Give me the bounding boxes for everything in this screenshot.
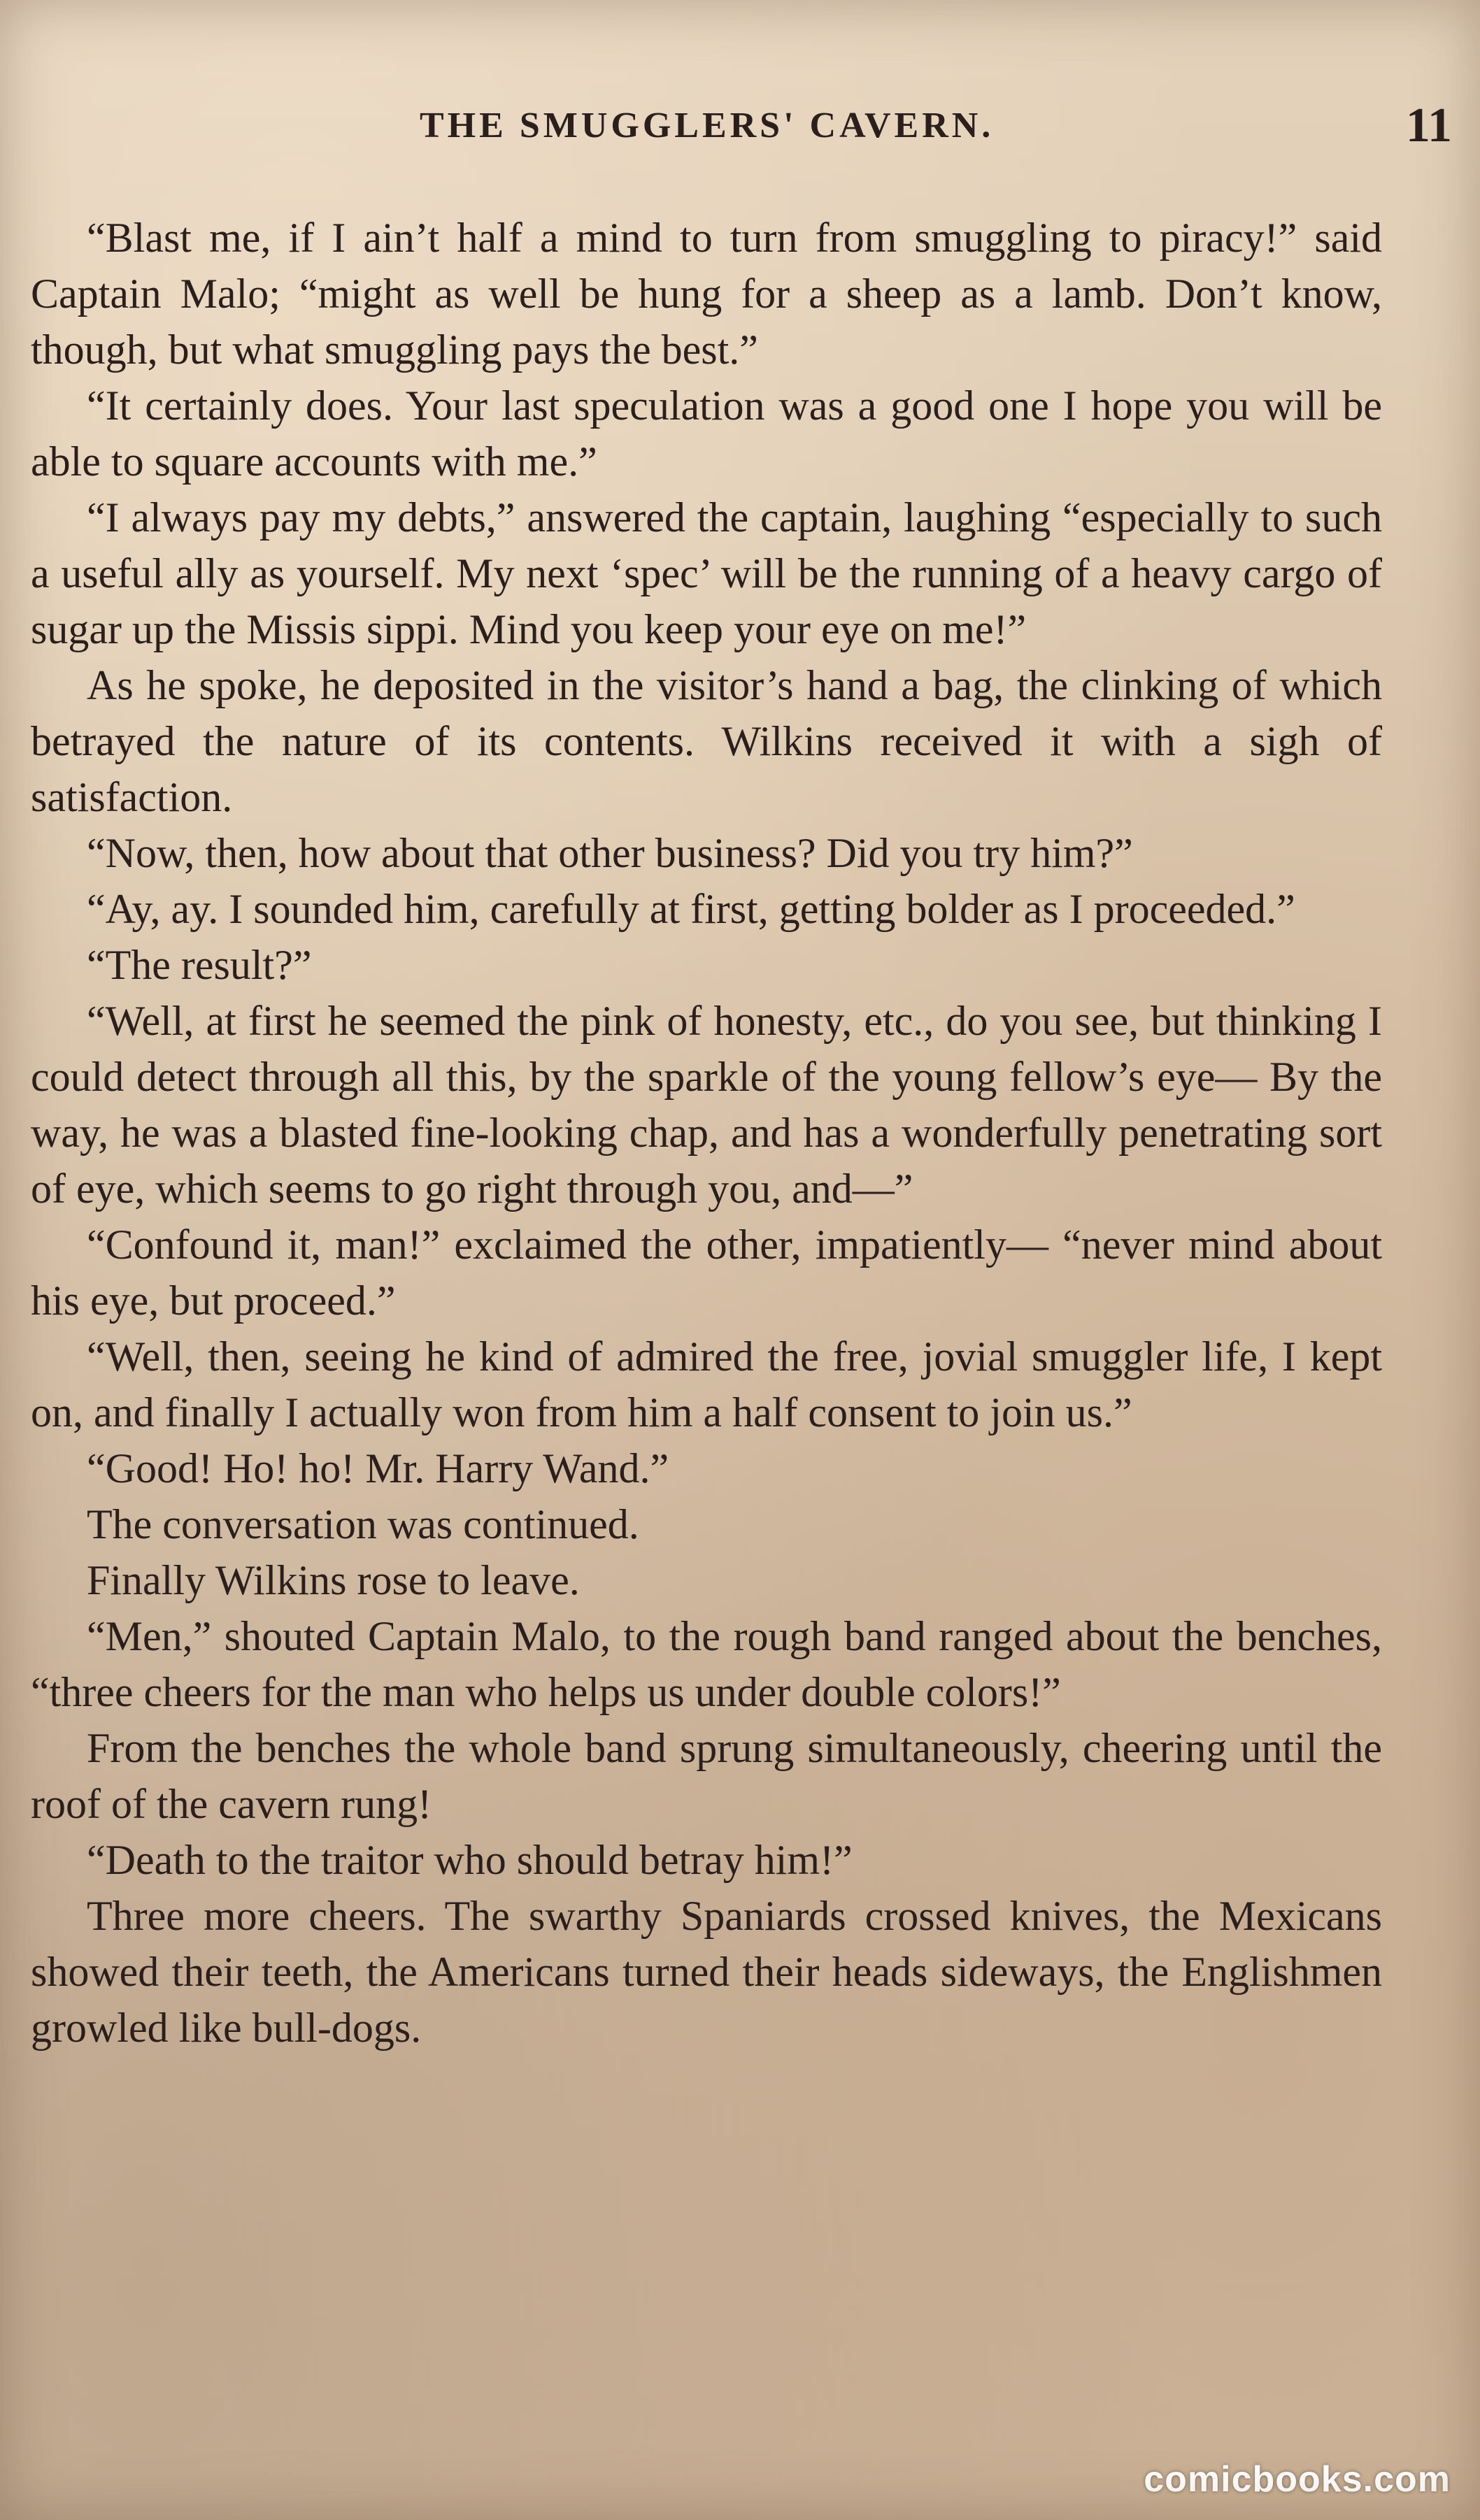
paragraph: “Well, then, seeing he kind of admired the free, jovial smuggler life, I kept on, and finally I actually won from him a half consent to join us.”: [31, 1333, 1382, 1436]
paragraph: Three more cheers. The swarthy Spaniards crossed knives, the Mexicans showed their teeth, the Americans turned their heads sideways, the Englishmen growled like bull-dogs.: [31, 1893, 1382, 2051]
paragraph: As he spoke, he deposited in the visitor’s hand a bag, the clinking of which betrayed the nature of its contents. Wilkins received it with a sigh of satisfaction.: [31, 662, 1382, 820]
paragraph: “The result?”: [87, 942, 312, 988]
paragraph: “Death to the traitor who should betray him!”: [87, 1837, 853, 1883]
paragraph: “Good! Ho! ho! Mr. Harry Wand.”: [87, 1445, 669, 1491]
paragraph: Finally Wilkins rose to leave.: [87, 1557, 580, 1603]
page-number: 11: [1405, 99, 1452, 152]
paragraph: From the benches the whole band sprung simultaneously, cheering until the roof of the cavern rung!: [31, 1725, 1382, 1827]
paragraph: “Ay, ay. I sounded him, carefully at first, getting bolder as I proceeded.”: [87, 886, 1295, 932]
paragraph: “Well, at first he seemed the pink of honesty, etc., do you see, but thinking I could detect through all this, by the sparkle of the young fellow’s eye— By the way, he was a blasted fine-looking chap, and has a wonderfully penetrating sort of eye, which seems to go right through you, and—”: [31, 998, 1382, 1212]
running-title: THE SMUGGLERS' CAVERN.: [420, 106, 995, 145]
paragraph: “Men,” shouted Captain Malo, to the rough band ranged about the benches, “three cheers for the man who helps us under double colors!”: [31, 1613, 1382, 1715]
paragraph: “I always pay my debts,” answered the captain, laughing “especially to such a useful ally as yourself. My next ‘spec’ will be the running of a heavy cargo of sugar up the Missis sippi. Mind you keep your eye on me!”: [31, 494, 1382, 652]
site-watermark: comicbooks.com: [1144, 2459, 1451, 2500]
paragraph: “It certainly does. Your last speculation was a good one I hope you will be able to square accounts with me.”: [31, 382, 1382, 485]
paragraph: “Blast me, if I ain’t half a mind to turn from smuggling to piracy!” said Captain Malo; “might as well be hung for a sheep as a lamb. Don’t know, though, but what smuggling pays the best.”: [31, 215, 1382, 373]
paragraph: “Confound it, man!” exclaimed the other, impatiently— “never mind about his eye, but proceed.”: [31, 1222, 1382, 1324]
paragraph: The conversation was continued.: [87, 1501, 639, 1547]
running-header: [28, 98, 1452, 154]
body-text: [31, 210, 1382, 2056]
paragraph: “Now, then, how about that other business? Did you try him?”: [87, 830, 1133, 876]
